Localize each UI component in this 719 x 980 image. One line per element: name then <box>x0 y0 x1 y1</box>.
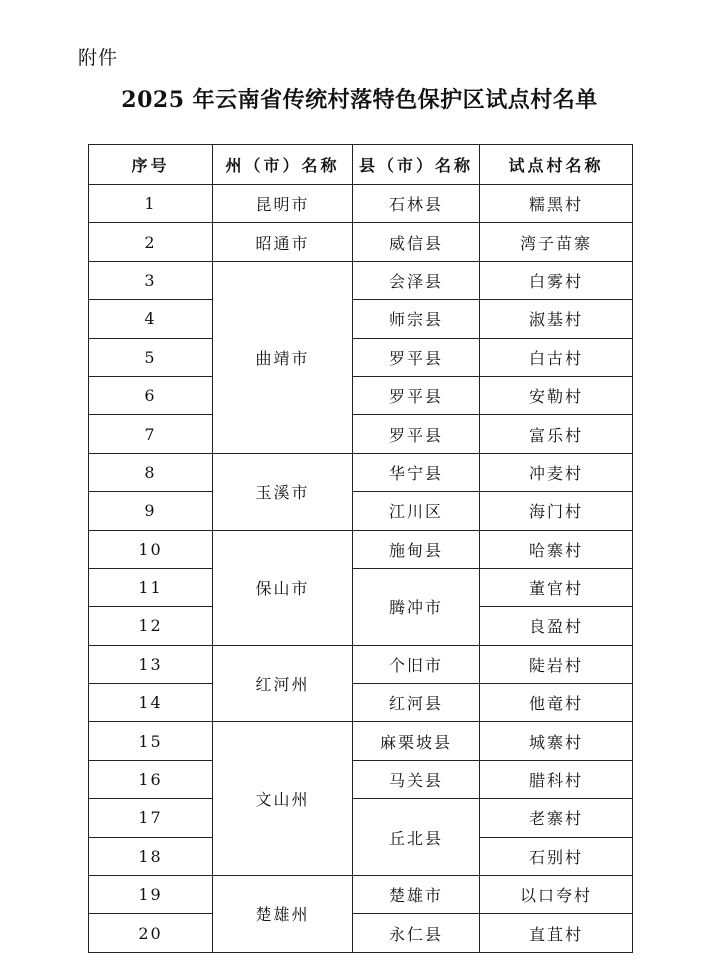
county-cell: 江川区 <box>353 492 480 530</box>
seq-cell: 17 <box>89 799 213 837</box>
county-cell: 华宁县 <box>353 453 480 491</box>
county-cell: 石林县 <box>353 185 480 223</box>
table-row <box>89 185 633 223</box>
header-county: 县（市）名称 <box>353 145 480 185</box>
header-village: 试点村名称 <box>480 145 633 185</box>
seq-cell: 13 <box>89 645 213 683</box>
seq-cell: 14 <box>89 684 213 722</box>
village-cell: 良盈村 <box>480 607 633 645</box>
seq-cell: 4 <box>89 300 213 338</box>
table-row <box>89 568 633 606</box>
prefecture-cell: 玉溪市 <box>213 453 353 530</box>
village-cell: 直苴村 <box>480 914 633 952</box>
village-cell: 湾子苗寨 <box>480 223 633 261</box>
village-cell: 淑基村 <box>480 300 633 338</box>
county-cell: 麻栗坡县 <box>353 722 480 760</box>
village-cell: 海门村 <box>480 492 633 530</box>
prefecture-cell: 红河州 <box>213 645 353 722</box>
table-row <box>89 722 633 760</box>
county-cell: 会泽县 <box>353 261 480 299</box>
county-cell: 楚雄市 <box>353 876 480 914</box>
village-list-table <box>88 144 633 953</box>
county-cell: 罗平县 <box>353 338 480 376</box>
attachment-label: 附件 <box>78 47 119 69</box>
county-cell: 个旧市 <box>353 645 480 683</box>
county-cell: 马关县 <box>353 760 480 798</box>
village-cell: 白古村 <box>480 338 633 376</box>
prefecture-cell: 昆明市 <box>213 185 353 223</box>
village-cell: 城寨村 <box>480 722 633 760</box>
seq-cell: 7 <box>89 415 213 453</box>
prefecture-cell: 昭通市 <box>213 223 353 261</box>
table-row <box>89 684 633 722</box>
village-cell: 他竜村 <box>480 684 633 722</box>
seq-cell: 1 <box>89 185 213 223</box>
table-row <box>89 376 633 414</box>
seq-cell: 19 <box>89 876 213 914</box>
seq-cell: 10 <box>89 530 213 568</box>
table-row <box>89 415 633 453</box>
village-cell: 陡岩村 <box>480 645 633 683</box>
county-cell: 红河县 <box>353 684 480 722</box>
table-row <box>89 799 633 837</box>
village-cell: 以口夸村 <box>480 876 633 914</box>
prefecture-cell: 保山市 <box>213 530 353 645</box>
table-row <box>89 876 633 914</box>
seq-cell: 11 <box>89 568 213 606</box>
county-cell: 腾冲市 <box>353 568 480 645</box>
table-row <box>89 453 633 491</box>
village-cell: 哈寨村 <box>480 530 633 568</box>
county-cell: 永仁县 <box>353 914 480 952</box>
prefecture-cell: 曲靖市 <box>213 261 353 453</box>
prefecture-cell: 文山州 <box>213 722 353 876</box>
village-cell: 石别村 <box>480 837 633 875</box>
seq-cell: 18 <box>89 837 213 875</box>
table-row <box>89 261 633 299</box>
seq-cell: 15 <box>89 722 213 760</box>
table-row <box>89 223 633 261</box>
header-seq: 序号 <box>89 145 213 185</box>
prefecture-cell: 楚雄州 <box>213 876 353 953</box>
table-row <box>89 338 633 376</box>
seq-cell: 12 <box>89 607 213 645</box>
seq-cell: 9 <box>89 492 213 530</box>
village-cell: 腊科村 <box>480 760 633 798</box>
table-row <box>89 914 633 952</box>
village-cell: 糯黑村 <box>480 185 633 223</box>
village-cell: 富乐村 <box>480 415 633 453</box>
table-header-row <box>89 145 633 185</box>
seq-cell: 3 <box>89 261 213 299</box>
county-cell: 师宗县 <box>353 300 480 338</box>
county-cell: 施甸县 <box>353 530 480 568</box>
seq-cell: 5 <box>89 338 213 376</box>
county-cell: 罗平县 <box>353 376 480 414</box>
seq-cell: 8 <box>89 453 213 491</box>
table-row <box>89 492 633 530</box>
seq-cell: 20 <box>89 914 213 952</box>
village-cell: 冲麦村 <box>480 453 633 491</box>
county-cell: 丘北县 <box>353 799 480 876</box>
table-row <box>89 760 633 798</box>
table-row <box>89 645 633 683</box>
village-cell: 董官村 <box>480 568 633 606</box>
village-cell: 安勒村 <box>480 376 633 414</box>
seq-cell: 2 <box>89 223 213 261</box>
village-cell: 白雾村 <box>480 261 633 299</box>
county-cell: 威信县 <box>353 223 480 261</box>
header-prefecture: 州（市）名称 <box>213 145 353 185</box>
document-title: 2025 年云南省传统村落特色保护区试点村名单 <box>121 87 598 113</box>
seq-cell: 16 <box>89 760 213 798</box>
county-cell: 罗平县 <box>353 415 480 453</box>
seq-cell: 6 <box>89 376 213 414</box>
village-cell: 老寨村 <box>480 799 633 837</box>
table-row <box>89 530 633 568</box>
table-row <box>89 300 633 338</box>
